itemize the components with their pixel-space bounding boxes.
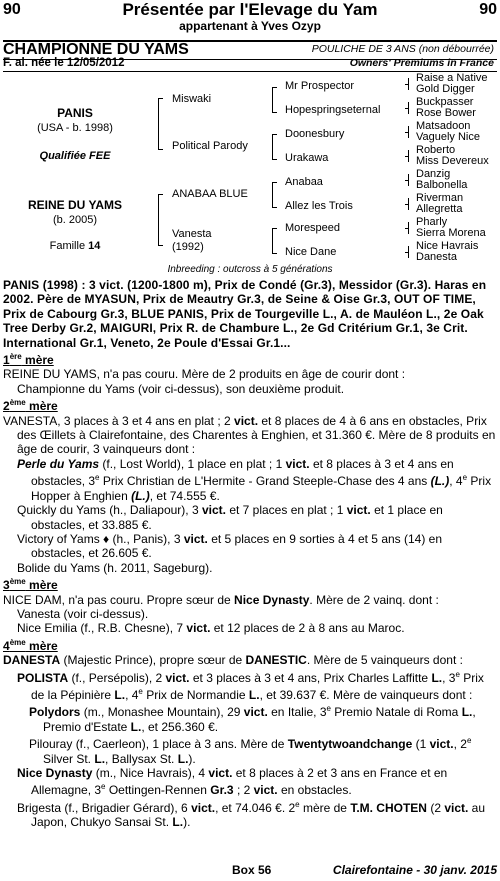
pedigree-gen4-name: Vaguely Nice xyxy=(416,131,480,143)
pedigree-dam-detail: (b. 2005) xyxy=(52,214,98,226)
dam3-produce: Nice Emilia (f., R.B. Chesne), 7 vict. et 12 places de 2 à 8 ans au Maroc. xyxy=(17,621,405,636)
dam4-grandproduce: Polydors (m., Monashee Mountain), 29 vict. en Italie, 3e Premio Natale di Roma L., Premio d'Estate L., et 256.360 €. xyxy=(29,704,476,734)
pedigree-gen2-name: Political Parody xyxy=(172,140,248,152)
pedigree-gen4-name: Nice Havrais xyxy=(416,240,479,252)
pedigree-gen4-name: Danesta xyxy=(416,251,457,263)
sire-record: PANIS (1998) : 3 vict. (1200-1800 m), Prix de Condé (Gr.3), Messidor (Gr.3). Haras en 2002. Père de MYASUN, Prix de Meautry Gr.3, de Seine & Oise Gr.3, OUT OF TIME, Prix de Cabourg Gr.3, BLUE PANIS, Prix de Tourgeville L., A. de Mauléon L., 2e Oak Tree Derby Gr.2, MAIGURI, Prix R. de Chambure L., 2e Gd Critérium Gr.1, 3e Crit. International Gr.1, Veneto, 2e Poule d'Essai Gr.1... xyxy=(3,278,487,350)
dam4-record: DANESTA (Majestic Prince), propre sœur de DANESTIC. Mère de 5 vainqueurs dont : xyxy=(3,653,463,668)
dam1-produce: Championne du Yams (voir ci-dessus), son deuxième produit. xyxy=(17,381,345,396)
pedigree-gen3-name: Allez les Trois xyxy=(285,200,353,212)
dam2-produce: Perle du Yams (f., Lost World), 1 place en plat ; 1 vict. et 8 places à 3 et 4 ans en obstacles, 3e Prix Christian de L'Hermite - Grand Steeple-Chase des 4 ans (L.), 4e Prix Hopper à Enghien (L.), et 74.555 €. xyxy=(17,456,492,503)
pedigree-gen4-name: Rose Bower xyxy=(416,107,476,119)
dam4-produce: Nice Dynasty (m., Nice Havrais), 4 vict. et 8 places à 2 et 3 ans en France et en Allemagne, 3e Oettingen-Rennen Gr.3 ; 2 vict. en obstacles. xyxy=(17,766,448,798)
section-heading-1st-dam: 1ère mère xyxy=(3,352,54,368)
bracket xyxy=(272,87,277,113)
dam2-produce: Quickly du Yams (h., Daliapour), 3 vict. et 7 places en plat ; 1 vict. et 1 place en obstacles, et 33.885 €. xyxy=(17,503,443,532)
pedigree-gen4-name: Danzig xyxy=(416,168,451,180)
bracket xyxy=(272,134,277,160)
catalogue-body xyxy=(3,278,497,830)
pedigree-dam-family: Famille 14 xyxy=(49,240,101,252)
bracket xyxy=(408,198,415,210)
pedigree-gen3-name: Mr Prospector xyxy=(285,80,355,92)
sale-place-date: Clairefontaine - 30 janv. 2015 xyxy=(332,863,497,877)
horse-sex-age: POULICHE DE 3 ANS (non débourrée) xyxy=(311,43,494,55)
pedigree-gen4-name: Matsadoon xyxy=(416,120,471,132)
bracket xyxy=(408,150,415,162)
page-subtitle: appartenant à Yves Ozyp xyxy=(179,19,321,33)
box-number: Box 56 xyxy=(232,863,272,877)
page-header xyxy=(0,0,500,40)
pedigree-gen4-name: Allegretta xyxy=(416,203,463,215)
dam4-produce: Brigesta (f., Brigadier Gérard), 6 vict., et 74.046 €. 2e mère de T.M. CHOTEN (2 vict. au Japon, Chukyo Sansai St. L.). xyxy=(17,799,486,830)
pedigree-sire-detail: (USA - b. 1998) xyxy=(37,122,113,134)
pedigree-dam-name: REINE DU YAMS xyxy=(27,198,123,212)
pedigree-gen2-name: Miswaki xyxy=(172,93,212,105)
dam3-record: NICE DAM, n'a pas couru. Propre sœur de Nice Dynasty. Mère de 2 vainq. dont : xyxy=(3,592,439,607)
bracket xyxy=(158,98,163,150)
bracket xyxy=(408,126,415,138)
page-title: Présentée par l'Elevage du Yam xyxy=(122,0,378,19)
pedigree-gen3-name: Hopespringseternal xyxy=(285,104,381,116)
pedigree-gen2-name: Vanesta xyxy=(172,228,212,240)
dam1-line: REINE DU YAMS, n'a pas couru. Mère de 2 produits en âge de courir dont : xyxy=(3,367,406,382)
pedigree-gen4-name: Roberto xyxy=(416,144,456,156)
bracket xyxy=(408,222,415,234)
dam4-produce: POLISTA (f., Persépolis), 2 vict. et 3 places à 3 et 4 ans, Prix Charles Laffitte L., 3e Prix de la Pépinière L., 4e Prix de Normandie L., et 39.637 €. Mère de vainqueurs dont : xyxy=(17,669,484,702)
pedigree-gen4-name: Buckpasser xyxy=(416,96,474,108)
pedigree-gen3-name: Nice Dane xyxy=(285,246,337,258)
pedigree-gen4-name: Balbonella xyxy=(416,179,468,191)
pedigree-gen4-name: Raise a Native xyxy=(416,72,488,84)
pedigree-gen3-name: Doonesbury xyxy=(285,128,345,140)
pedigree-gen3-name: Morespeed xyxy=(285,222,341,234)
lot-number-right: 90 xyxy=(479,1,497,18)
horse-info-line xyxy=(3,57,497,72)
bracket xyxy=(272,228,277,254)
pedigree-gen4-name: Sierra Morena xyxy=(416,227,486,239)
horse-name: CHAMPIONNE DU YAMS xyxy=(3,41,189,58)
owners-premiums: Owners' Premiums in France xyxy=(349,57,494,69)
section-heading-3rd-dam: 3ème mère xyxy=(3,577,58,593)
lot-number-left: 90 xyxy=(3,1,21,18)
dam2-produce: Bolide du Yams (h. 2011, Sageburg). xyxy=(17,560,213,575)
pedigree-gen3-name: Urakawa xyxy=(285,152,329,164)
pedigree-gen4-name: Pharly xyxy=(416,216,448,228)
dam2-record: VANESTA, 3 places à 3 et 4 ans en plat ; 2 vict. et 8 places de 4 à 6 ans en obstacles, Prix des Œillets à Clairefontaine, des Charentes à Enghien, et 31.360 €. Mère de 8 produits en âge de courir, 3 vainqueurs dont : xyxy=(3,413,496,457)
pedigree-table xyxy=(0,72,500,278)
dam4-grandproduce: Pilouray (f., Caerleon), 1 place à 3 ans. Mère de Twentytwoandchange (1 vict., 2e Silver St. L., Ballysax St. L.). xyxy=(29,736,472,766)
pedigree-gen2-name: ANABAA BLUE xyxy=(172,188,248,200)
bracket xyxy=(408,78,415,90)
bracket xyxy=(408,174,415,186)
bracket xyxy=(158,194,163,246)
dam3-produce: Vanesta (voir ci-dessus). xyxy=(17,606,149,621)
pedigree-gen4-name: Riverman xyxy=(416,192,464,204)
bracket xyxy=(408,102,415,114)
pedigree-sire-note: Qualifiée FEE xyxy=(39,150,111,162)
section-heading-4th-dam: 4ème mère xyxy=(3,637,58,653)
pedigree-gen2-year: (1992) xyxy=(172,241,204,253)
pedigree-gen4-name: Gold Digger xyxy=(416,83,475,95)
dam2-produce: Victory of Yams ♦ (h., Panis), 3 vict. et 5 places en 9 sorties à 4 et 5 ans (14) en obstacles, et 26.605 €. xyxy=(17,531,443,561)
horse-birth: F. al. née le 12/05/2012 xyxy=(3,57,125,69)
bracket xyxy=(408,246,415,258)
pedigree-gen3-name: Anabaa xyxy=(285,176,323,188)
bracket xyxy=(272,182,277,208)
inbreeding-note: Inbreeding : outcross à 5 générations xyxy=(167,264,333,275)
section-heading-2nd-dam: 2ème mère xyxy=(3,398,58,414)
pedigree-sire-name: PANIS xyxy=(57,106,93,120)
pedigree-gen4-name: Miss Devereux xyxy=(416,155,489,167)
